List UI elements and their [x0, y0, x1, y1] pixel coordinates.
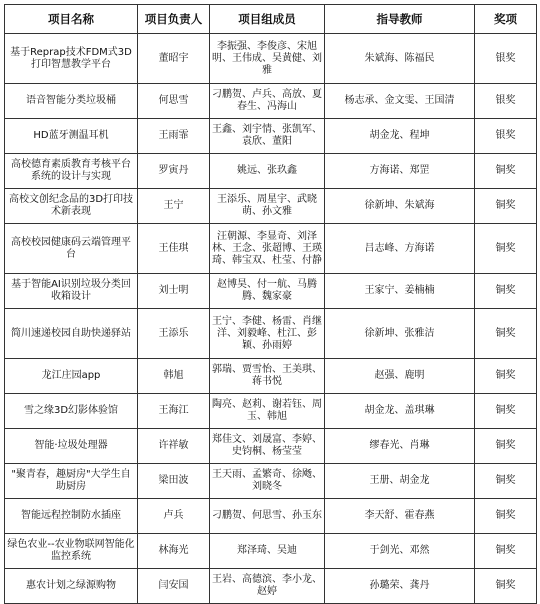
leader-cell: 闫安国	[138, 569, 210, 604]
project-name-cell: 语音智能分类垃圾桶	[5, 84, 138, 119]
advisors-cell: 于剑光、邓然	[325, 534, 475, 569]
table-row	[5, 429, 537, 464]
table-body	[5, 34, 537, 604]
award-cell: 铜奖	[475, 534, 537, 569]
project-name-cell: 惠农计划之绿源购物	[5, 569, 138, 604]
project-name-cell: 雪之缘3D幻影体验馆	[5, 394, 138, 429]
project-name-cell: 龙江庄园app	[5, 359, 138, 394]
table-row	[5, 499, 537, 534]
project-name-cell: 高校德育素质教育考核平台系统的设计与实现	[5, 154, 138, 189]
project-name-cell: 简川速递校园自助快递驿站	[5, 309, 138, 359]
leader-cell: 董昭宇	[138, 34, 210, 84]
table-row	[5, 189, 537, 224]
members-cell: 王天雨、孟繁奇、徐飏、刘晓冬	[210, 464, 325, 499]
leader-cell: 王宁	[138, 189, 210, 224]
advisors-cell: 缪春光、肖琳	[325, 429, 475, 464]
advisors-cell: 徐新坤、朱斌海	[325, 189, 475, 224]
advisors-cell: 朱斌海、陈福民	[325, 34, 475, 84]
project-name-cell: 高校校园健康码云端管理平台	[5, 224, 138, 274]
members-cell: 赵博昊、付一航、马腾腾、魏家豪	[210, 274, 325, 309]
members-cell: 刁鹏贺、卢兵、高放、夏春生、冯海山	[210, 84, 325, 119]
project-name-cell: 高校文创纪念品的3D打印技术新表现	[5, 189, 138, 224]
award-cell: 铜奖	[475, 274, 537, 309]
leader-cell: 梁田波	[138, 464, 210, 499]
table-row	[5, 309, 537, 359]
advisors-cell: 方海诺、郑罡	[325, 154, 475, 189]
members-cell: 郑佳文、刘晟富、李婷、史钧桐、杨莹莹	[210, 429, 325, 464]
table-row	[5, 154, 537, 189]
project-name-cell: "聚青春，趣厨房"大学生自助厨房	[5, 464, 138, 499]
leader-cell: 卢兵	[138, 499, 210, 534]
project-name-cell: 绿色农业--农业物联网智能化监控系统	[5, 534, 138, 569]
project-name-cell: 基于智能AI识别垃圾分类回收箱设计	[5, 274, 138, 309]
members-cell: 王岩、高德滨、李小龙、赵婷	[210, 569, 325, 604]
header-members: 项目组成员	[210, 5, 325, 34]
award-cell: 银奖	[475, 34, 537, 84]
advisors-cell: 赵强、鹿明	[325, 359, 475, 394]
leader-cell: 王雨霏	[138, 119, 210, 154]
header-award: 奖项	[475, 5, 537, 34]
table-row	[5, 84, 537, 119]
award-cell: 铜奖	[475, 154, 537, 189]
award-cell: 铜奖	[475, 499, 537, 534]
advisors-cell: 杨志承、金文雯、王国清	[325, 84, 475, 119]
advisors-cell: 李天舒、霍春燕	[325, 499, 475, 534]
leader-cell: 许祥敏	[138, 429, 210, 464]
award-cell: 银奖	[475, 119, 537, 154]
members-cell: 王宁、李健、杨雷、肖继洋、刘毅峰、杜江、彭颖、孙雨婷	[210, 309, 325, 359]
advisors-cell: 胡金龙、盖琪琳	[325, 394, 475, 429]
award-cell: 铜奖	[475, 309, 537, 359]
header-project-name: 项目名称	[5, 5, 138, 34]
members-cell: 李振强、李俊彦、宋旭明、王伟成、吴黄健、刘雅	[210, 34, 325, 84]
advisors-cell: 王册、胡金龙	[325, 464, 475, 499]
awards-table	[4, 4, 537, 604]
award-cell: 银奖	[475, 84, 537, 119]
table-row	[5, 534, 537, 569]
advisors-cell: 吕志峰、方海诺	[325, 224, 475, 274]
table-row	[5, 359, 537, 394]
advisors-cell: 徐新坤、张雅洁	[325, 309, 475, 359]
header-leader: 项目负责人	[138, 5, 210, 34]
advisors-cell: 孙璐荣、龚丹	[325, 569, 475, 604]
leader-cell: 王添乐	[138, 309, 210, 359]
leader-cell: 王海江	[138, 394, 210, 429]
advisors-cell: 胡金龙、程坤	[325, 119, 475, 154]
award-cell: 铜奖	[475, 394, 537, 429]
project-name-cell: 基于Reprap技术FDM式3D打印智慧教学平台	[5, 34, 138, 84]
table-row	[5, 464, 537, 499]
project-name-cell: 智能·垃圾处理器	[5, 429, 138, 464]
members-cell: 郭瑞、贾雪怡、王美琪、蒋书悦	[210, 359, 325, 394]
leader-cell: 罗寅丹	[138, 154, 210, 189]
table-row	[5, 394, 537, 429]
leader-cell: 林海光	[138, 534, 210, 569]
table-row	[5, 224, 537, 274]
members-cell: 刁鹏贺、何思雪、孙玉东	[210, 499, 325, 534]
members-cell: 陶亮、赵莉、谢若钰、周玉、韩旭	[210, 394, 325, 429]
leader-cell: 王佳琪	[138, 224, 210, 274]
award-cell: 铜奖	[475, 569, 537, 604]
members-cell: 姚远、张玖鑫	[210, 154, 325, 189]
leader-cell: 何思雪	[138, 84, 210, 119]
header-advisors: 指导教师	[325, 5, 475, 34]
members-cell: 王鑫、刘宇情、张凯军、袁欣、董阳	[210, 119, 325, 154]
award-cell: 铜奖	[475, 189, 537, 224]
header-row	[5, 5, 537, 34]
leader-cell: 刘士明	[138, 274, 210, 309]
members-cell: 汪朝源、李显奇、刘泽林、王念、张超博、王瑛琦、韩宝双、杜莹、付静	[210, 224, 325, 274]
members-cell: 郑泽琦、吴迪	[210, 534, 325, 569]
award-cell: 铜奖	[475, 359, 537, 394]
award-cell: 铜奖	[475, 464, 537, 499]
project-name-cell: HD蓝牙测温耳机	[5, 119, 138, 154]
table-row	[5, 274, 537, 309]
leader-cell: 韩旭	[138, 359, 210, 394]
table-row	[5, 34, 537, 84]
members-cell: 王添乐、周星宇、武晓萌、孙文雅	[210, 189, 325, 224]
award-cell: 铜奖	[475, 224, 537, 274]
project-name-cell: 智能远程控制防水插座	[5, 499, 138, 534]
advisors-cell: 王家宁、姜楠楠	[325, 274, 475, 309]
table-row	[5, 119, 537, 154]
award-cell: 铜奖	[475, 429, 537, 464]
table-row	[5, 569, 537, 604]
